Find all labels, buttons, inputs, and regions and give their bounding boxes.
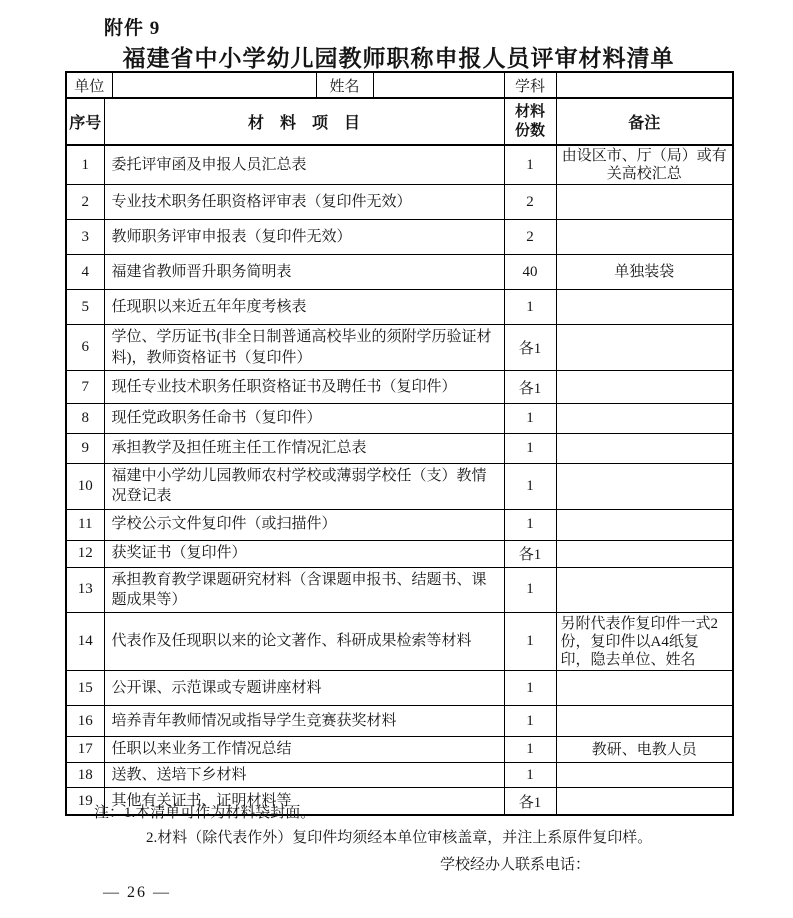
remark: 单独装袋	[556, 255, 733, 290]
page-number: — 26 —	[103, 884, 171, 901]
contact-line: 学校经办人联系电话：	[440, 857, 591, 873]
copies-count: 2	[504, 185, 556, 220]
remark	[556, 325, 733, 371]
copies-count: 各1	[504, 371, 556, 404]
copies-count: 1	[504, 145, 556, 185]
material-item: 福建省教师晋升职务简明表	[104, 255, 504, 290]
row-number: 1	[66, 145, 104, 185]
row-number: 13	[66, 567, 104, 613]
copies-count: 1	[504, 737, 556, 763]
row-number: 5	[66, 290, 104, 325]
remark: 另附代表作复印件一式2份，复印件以A4纸复印，隐去单位、姓名	[556, 613, 733, 671]
material-item: 福建中小学幼儿园教师农村学校或薄弱学校任（支）教情况登记表	[104, 464, 504, 510]
material-item: 承担教育教学课题研究材料（含课题申报书、结题书、课题成果等）	[104, 567, 504, 613]
name-value-cell	[373, 72, 504, 98]
table-row	[66, 464, 733, 510]
row-number: 19	[66, 788, 104, 815]
attachment-label: 附件 9	[104, 18, 161, 39]
subject-value-cell	[556, 72, 733, 98]
header-index: 序号	[66, 98, 104, 145]
table-header-row	[66, 98, 733, 145]
remark	[556, 509, 733, 540]
remark: 由设区市、厅（局）或有关高校汇总	[556, 145, 733, 185]
note-line-1: 注：1.本清单可作为材料袋封面。	[94, 805, 316, 821]
material-item: 教师职务评审申报表（复印件无效）	[104, 220, 504, 255]
remark	[556, 567, 733, 613]
row-number: 15	[66, 671, 104, 706]
info-row	[66, 72, 733, 98]
table-row	[66, 185, 733, 220]
table-row	[66, 434, 733, 464]
copies-count: 1	[504, 404, 556, 434]
header-copies-line2: 份数	[515, 122, 546, 139]
remark	[556, 404, 733, 434]
table-row	[66, 763, 733, 788]
copies-count: 1	[504, 706, 556, 737]
table-row	[66, 509, 733, 540]
remark	[556, 671, 733, 706]
copies-count: 1	[504, 509, 556, 540]
header-copies-line1: 材料	[515, 103, 546, 120]
row-number: 11	[66, 509, 104, 540]
remark: 教研、电教人员	[556, 737, 733, 763]
table-row	[66, 145, 733, 185]
remark	[556, 371, 733, 404]
page-title: 福建省中小学幼儿园教师职称申报人员评审材料清单	[122, 46, 675, 71]
row-number: 12	[66, 540, 104, 567]
table-row	[66, 706, 733, 737]
material-item: 学位、学历证书(非全日制普通高校毕业的须附学历验证材料)，教师资格证书（复印件）	[104, 325, 504, 371]
note-line-2: 2.材料（除代表作外）复印件均须经本单位审核盖章，并注上系原件复印样。	[146, 830, 653, 846]
material-item: 代表作及任现职以来的论文著作、科研成果检索等材料	[104, 613, 504, 671]
material-item: 现任党政职务任命书（复印件）	[104, 404, 504, 434]
table-row	[66, 404, 733, 434]
remark	[556, 434, 733, 464]
row-number: 18	[66, 763, 104, 788]
material-item: 送教、送培下乡材料	[104, 763, 504, 788]
table-row	[66, 255, 733, 290]
remark	[556, 220, 733, 255]
subject-label: 学科	[504, 72, 556, 98]
row-number: 16	[66, 706, 104, 737]
copies-count: 40	[504, 255, 556, 290]
remark	[556, 763, 733, 788]
row-number: 2	[66, 185, 104, 220]
table-row	[66, 325, 733, 371]
header-remark: 备注	[556, 98, 733, 145]
copies-count: 1	[504, 464, 556, 510]
table-row	[66, 671, 733, 706]
table-row	[66, 540, 733, 567]
material-item: 学校公示文件复印件（或扫描件）	[104, 509, 504, 540]
material-item: 委托评审函及申报人员汇总表	[104, 145, 504, 185]
name-label: 姓名	[316, 72, 373, 98]
material-item: 公开课、示范课或专题讲座材料	[104, 671, 504, 706]
material-item: 专业技术职务任职资格评审表（复印件无效）	[104, 185, 504, 220]
table-row	[66, 567, 733, 613]
table-row	[66, 220, 733, 255]
row-number: 4	[66, 255, 104, 290]
row-number: 3	[66, 220, 104, 255]
copies-count: 1	[504, 434, 556, 464]
copies-count: 1	[504, 567, 556, 613]
materials-table	[65, 71, 734, 816]
copies-count: 各1	[504, 788, 556, 815]
unit-label: 单位	[66, 72, 112, 98]
material-item: 现任专业技术职务任职资格证书及聘任书（复印件）	[104, 371, 504, 404]
material-item: 任职以来业务工作情况总结	[104, 737, 504, 763]
row-number: 14	[66, 613, 104, 671]
remark	[556, 290, 733, 325]
table-row	[66, 371, 733, 404]
row-number: 7	[66, 371, 104, 404]
remark	[556, 788, 733, 815]
row-number: 17	[66, 737, 104, 763]
copies-count: 1	[504, 290, 556, 325]
row-number: 6	[66, 325, 104, 371]
copies-count: 各1	[504, 540, 556, 567]
material-item: 获奖证书（复印件）	[104, 540, 504, 567]
row-number: 9	[66, 434, 104, 464]
table-row	[66, 290, 733, 325]
header-copies	[504, 98, 556, 145]
table-row	[66, 737, 733, 763]
copies-count: 1	[504, 613, 556, 671]
copies-count: 1	[504, 671, 556, 706]
copies-count: 2	[504, 220, 556, 255]
unit-value-cell	[112, 72, 316, 98]
material-item: 培养青年教师情况或指导学生竞赛获奖材料	[104, 706, 504, 737]
material-item: 承担教学及担任班主任工作情况汇总表	[104, 434, 504, 464]
table-row	[66, 613, 733, 671]
remark	[556, 185, 733, 220]
copies-count: 1	[504, 763, 556, 788]
material-item: 任现职以来近五年年度考核表	[104, 290, 504, 325]
remark	[556, 540, 733, 567]
material-item: 其他有关证书、证明材料等	[104, 788, 504, 815]
row-number: 8	[66, 404, 104, 434]
copies-count: 各1	[504, 325, 556, 371]
header-item: 材 料 项 目	[104, 98, 504, 145]
row-number: 10	[66, 464, 104, 510]
remark	[556, 706, 733, 737]
remark	[556, 464, 733, 510]
